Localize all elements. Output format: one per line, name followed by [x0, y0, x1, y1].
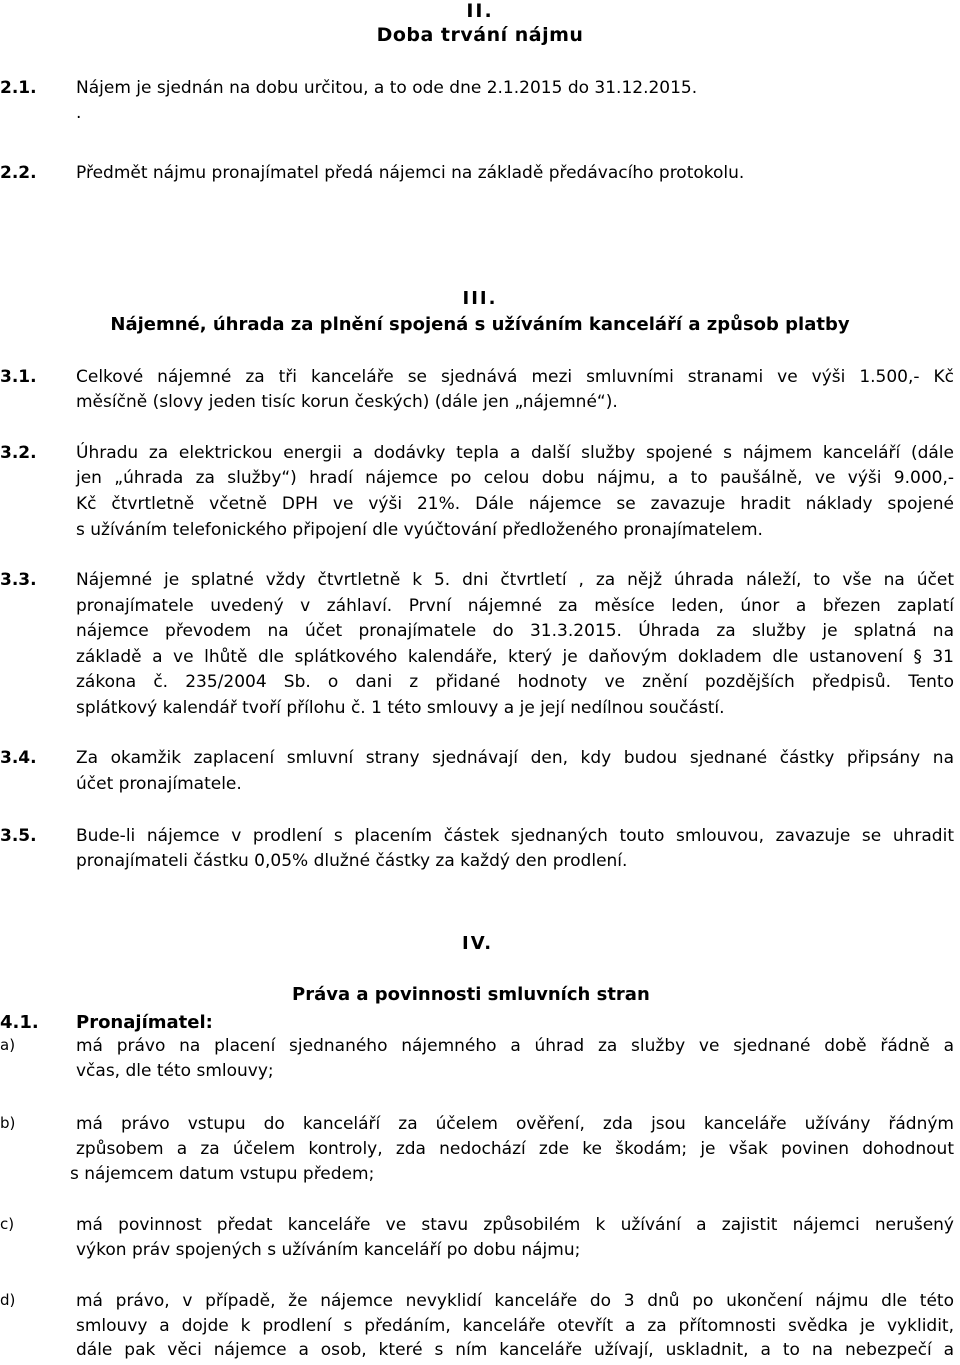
clause-number: 3.5. — [0, 826, 37, 846]
subsection-number: 4.1. — [0, 1012, 39, 1033]
clause-2-1-line-2: . — [76, 103, 82, 123]
clause-number: 3.3. — [0, 570, 37, 590]
section-4-title: Práva a povinnosti smluvních stran — [292, 984, 650, 1005]
section-4-number: IV. — [462, 933, 494, 954]
item-d-line-1: má právo, v případě, že nájemce nevyklidí kanceláře do 3 dnů po ukončení nájmu dle této — [76, 1291, 954, 1311]
clause-number: 3.1. — [0, 367, 37, 387]
clause-number: 2.1. — [0, 78, 37, 98]
item-d-line-2: smlouvy a dojde k prodlení s předáním, kanceláře otevřít a za přítomnosti svědka je vyklidit, — [76, 1316, 954, 1336]
item-label: a) — [0, 1036, 16, 1054]
item-b-line-3: s nájemcem datum vstupu předem; — [70, 1164, 375, 1184]
clause-3-2-line-2: jen „úhrada za služby“) hradí nájemce po celou dobu nájmu, a to paušálně, ve výši 9.000,- — [76, 468, 954, 488]
clause-3-5-line-1: Bude-li nájemce v prodlení s placením částek sjednaných touto smlouvou, zavazuje se uhradit — [76, 826, 954, 846]
clause-number: 3.2. — [0, 443, 37, 463]
clause-3-4-line-1: Za okamžik zaplacení smluvní strany sjednávají den, kdy budou sjednané částky připsány na — [76, 748, 954, 768]
item-d-line-3: dále pak věci nájemce a osob, které s ním kanceláře užívají, uskladnit, a to na nebezpečí a — [76, 1340, 954, 1360]
clause-number: 3.4. — [0, 748, 37, 768]
clause-number: 2.2. — [0, 163, 37, 183]
item-b-line-2: způsobem a za účelem kontroly, zda nedochází zde ke škodám; je však povinen dohodnout — [76, 1139, 954, 1159]
item-c-line-1: má povinnost předat kanceláře ve stavu způsobilém k užívání a zajistit nájemci nerušený — [76, 1215, 954, 1235]
section-2-number: II. — [466, 0, 494, 22]
clause-3-5-line-2: pronajímateli částku 0,05% dlužné částky za každý den prodlení. — [76, 851, 628, 871]
section-3-title: Nájemné, úhrada za plnění spojená s užíváním kanceláří a způsob platby — [110, 314, 850, 335]
item-a-line-2: včas, dle této smlouvy; — [76, 1061, 274, 1081]
clause-3-3-line-2: pronajímatele uvedený v záhlaví. První nájemné za měsíce leden, únor a březen zaplatí — [76, 596, 954, 616]
clause-3-1-line-1: Celkové nájemné za tři kanceláře se sjednává mezi smluvními stranami ve výši 1.500,- Kč — [76, 367, 954, 387]
clause-3-3-line-6: splátkový kalendář tvoří přílohu č. 1 této smlouvy a je její nedílnou součástí. — [76, 698, 725, 718]
clause-3-3-line-5: zákona č. 235/2004 Sb. o dani z přidané hodnoty ve znění pozdějších předpisů. Tento — [76, 672, 954, 692]
item-label: d) — [0, 1291, 16, 1309]
subsection-title: Pronajímatel: — [76, 1012, 213, 1033]
item-b-line-1: má právo vstupu do kanceláří za účelem ověření, zda jsou kanceláře užívány řádným — [76, 1114, 954, 1134]
section-3-number: III. — [462, 288, 498, 309]
clause-2-2-line-1: Předmět nájmu pronajímatel předá nájemci na základě předávacího protokolu. — [76, 163, 745, 183]
item-a-line-1: má právo na placení sjednaného nájemného a úhrad za služby ve sjednané době řádně a — [76, 1036, 954, 1056]
item-c-line-2: výkon práv spojených s užíváním kanceláří po dobu nájmu; — [76, 1240, 581, 1260]
clause-3-2-line-4: s užíváním telefonického připojení dle vyúčtování předloženého pronajímatelem. — [76, 520, 763, 540]
clause-2-1-line-1: Nájem je sjednán na dobu určitou, a to ode dne 2.1.2015 do 31.12.2015. — [76, 78, 698, 98]
clause-3-3-line-3: nájemce převodem na účet pronajímatele do 31.3.2015. Úhrada za služby je splatná na — [76, 621, 954, 641]
item-label: b) — [0, 1114, 16, 1132]
clause-3-2-line-3: Kč čtvrtletně včetně DPH ve výši 21%. Dále nájemce se zavazuje hradit náklady spojené — [76, 494, 954, 514]
clause-3-3-line-4: základě a ve lhůtě dle splátkového kalendáře, který je daňovým dokladem dle ustanovení § 31 — [76, 647, 954, 667]
clause-3-1-line-2: měsíčně (slovy jeden tisíc korun českých) (dále jen „nájemné“). — [76, 392, 618, 412]
item-label: c) — [0, 1215, 15, 1233]
clause-3-3-line-1: Nájemné je splatné vždy čtvrtletně k 5. dni čtvrtletí , za nějž úhrada náleží, to vše na účet — [76, 570, 954, 590]
section-2-title: Doba trvání nájmu — [376, 24, 584, 46]
clause-3-4-line-2: účet pronajímatele. — [76, 774, 242, 794]
clause-3-2-line-1: Úhradu za elektrickou energii a dodávky tepla a další služby spojené s nájmem kanceláří (dále — [76, 443, 954, 463]
